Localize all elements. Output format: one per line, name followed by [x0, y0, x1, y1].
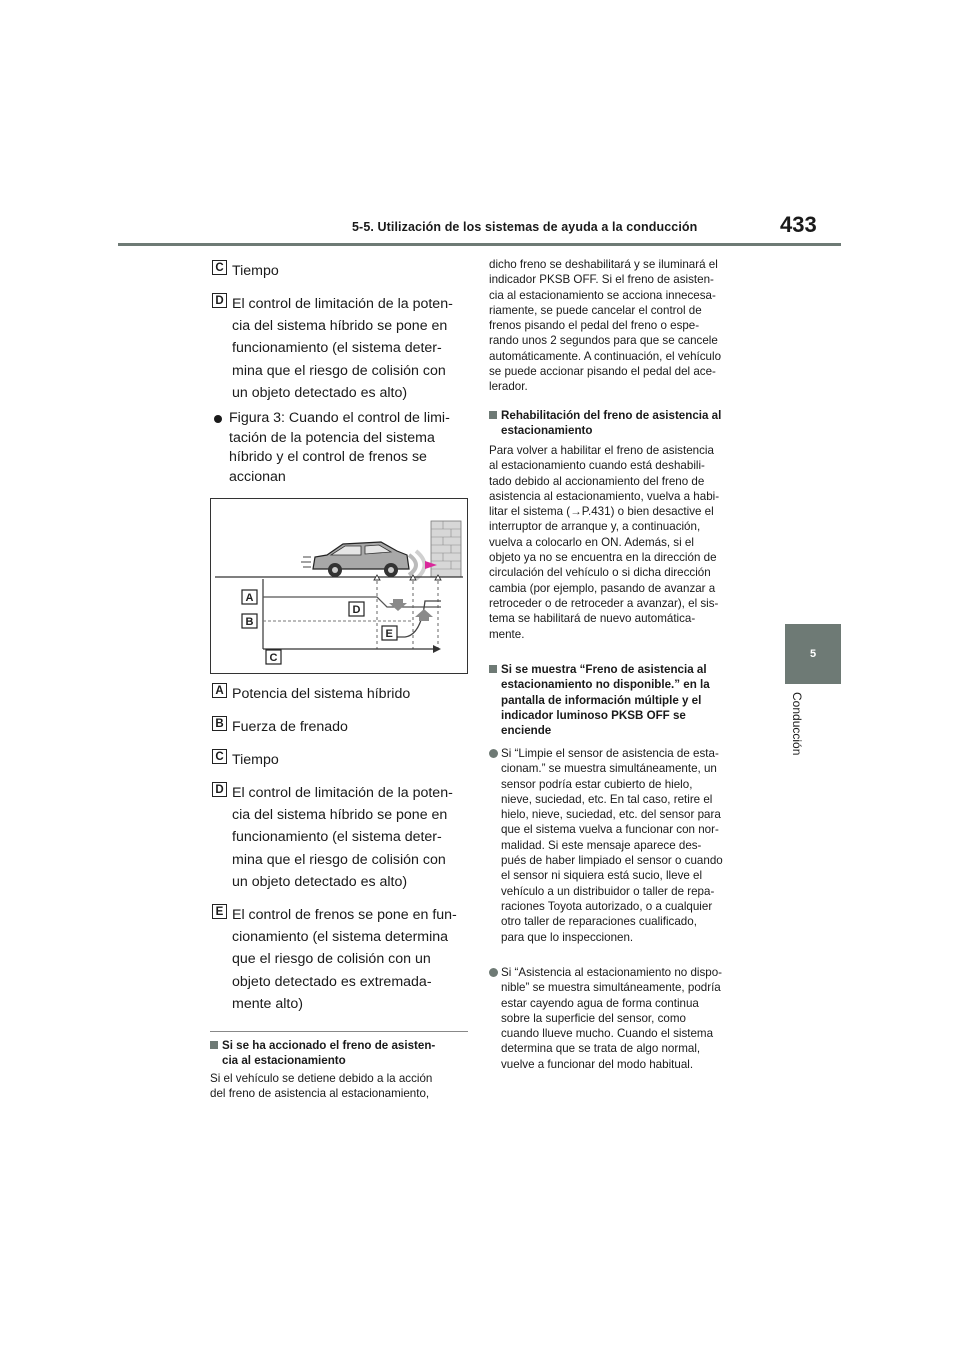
note-heading-parking-brake: Si se ha accionado el freno de asisten- cia al estacionamiento: [210, 1038, 470, 1069]
bullet-text: Figura 3: Cuando el control de limi- tación de la potencia del sistema híbrido y el control de frenos se accionan: [229, 410, 450, 485]
bullet-assist-unavailable: Si “Asistencia al estacionamiento no dispo- nible” se muestra simultáneamente, podría estar cayendo agua de forma continua sobre la superficie del sensor, como cuando llueve mucho. Cuando el sistema determina que se trata de algo normal, vuelve a funcionar del modo habitual.: [489, 965, 759, 1072]
fig-label-d: D: [352, 604, 361, 616]
bullet-clean-sensor: Si “Limpie el sensor de asistencia de esta- cionam.” se muestra simultáneamente, un sensor podría estar cubierto de hielo, nieve, suciedad, etc. En tal caso, retire el hielo, nieve, suciedad, etc. del sensor para que el sistema vuelva a funcionar con nor- malidad. Si este mensaje aparece des- pués de haber limpiado el sensor o cuando el sensor ni siquiera está sucio, lleve el vehículo a un distribuidor o taller de repa- raciones Toyota autorizado, o a cualquier otro taller de reparaciones cualificado, para que lo inspeccionen.: [489, 746, 759, 945]
x-axis-arrow: [433, 645, 441, 653]
item-text: El control de frenos se pone en fun- cionamiento (el sistema determina que el riesgo de colisión con un objeto detectado es extremada- mente alto): [232, 907, 457, 1012]
fig-label-c: C: [269, 652, 278, 664]
item-text: Tiempo: [232, 263, 279, 279]
round-bullet-icon: [489, 749, 498, 758]
note-separator: [210, 1031, 468, 1032]
header-rule: [118, 243, 841, 246]
heading-not-available: Si se muestra “Freno de asistencia al estacionamiento no disponible.” en la pantalla de información múltiple y el indicador luminoso PKSB OFF se enciende: [489, 662, 759, 738]
down-arrow-icon: [389, 599, 407, 611]
item-text: El control de limitación de la poten- cia del sistema híbrido se pone en funcionamiento (el sistema deter- mina que el riesgo de colisión con un objeto detectado es alto): [232, 296, 453, 401]
up-arrow-icon: [415, 609, 433, 621]
bullet-dot: [214, 415, 222, 423]
item-text: Fuerza de frenado: [232, 719, 348, 735]
legend-item-b: [212, 716, 467, 738]
item-text: El control de limitación de la poten- cia del sistema híbrido se pone en funcionamiento (el sistema deter- mina que el riesgo de colisión con un objeto detectado es alto): [232, 785, 453, 890]
list-item-d-top: [212, 293, 467, 404]
chapter-label: Conducción: [790, 692, 804, 756]
square-bullet-icon: [210, 1041, 218, 1049]
chapter-tab: [785, 624, 841, 684]
item-text: Tiempo: [232, 752, 279, 768]
label-box: A: [212, 683, 227, 698]
wall-icon: [431, 521, 461, 577]
section-title: 5-5. Utilización de los sistemas de ayuda a la conducción: [352, 220, 698, 234]
round-bullet-icon: [489, 968, 498, 977]
right-paragraph-1: dicho freno se deshabilitará y se iluminará el indicador PKSB OFF. Si el freno de asisten- cia al estacionamiento se acciona innecesa- riamente, se puede cancelar el control de frenos pisando el pedal del freno o espe- rando unos 2 segundos para que se cancele automáticamente. A continuación, el vehículo se puede accionar pisando el pedal del ace- lerador.: [489, 258, 722, 394]
square-bullet-icon: [489, 411, 497, 419]
list-item-c-top: [212, 260, 467, 282]
figure-3: [210, 498, 468, 674]
square-bullet-icon: [489, 665, 497, 673]
label-box: B: [212, 716, 227, 731]
note-text: Si el vehículo se detiene debido a la acción del freno de asistencia al estacionamiento,: [210, 1072, 433, 1101]
page-number: 433: [780, 212, 817, 237]
legend-item-d: [212, 782, 467, 893]
label-box: D: [212, 782, 227, 797]
item-text: Potencia del sistema híbrido: [232, 686, 411, 702]
legend-item-a: [212, 683, 467, 705]
label-box: D: [212, 293, 227, 308]
heading-rehabilitation: Rehabilitación del freno de asistencia al estacionamiento: [489, 408, 759, 439]
fig-label-e: E: [385, 628, 393, 640]
figure-3-illustration: [211, 499, 467, 673]
car-icon: [301, 542, 409, 577]
legend-item-c: [212, 749, 467, 771]
right-paragraph-2: Para volver a habilitar el freno de asistencia al estacionamiento cuando está deshabili- tado debido al accionamiento del freno de asistencia al estacionamiento, vuelva a habi- litar el sistema (→P.431) o bien desactive el interruptor de arranque y, a continuación, vuelva a colocarlo en ON. Además, si el objeto ya no se encuentra en la dirección de circulación del vehículo o si dicha dirección cambia (por ejemplo, pasando de avanzar a retroceder o de retroceder a avanzar), el sis- tema se habilitará de nuevo automática- mente.: [489, 444, 720, 641]
fig-label-a: A: [245, 592, 254, 604]
chapter-number: 5: [809, 648, 817, 660]
label-box: C: [212, 749, 227, 764]
label-box: E: [212, 904, 227, 919]
figure3-bullet: [214, 409, 469, 487]
label-box: C: [212, 260, 227, 275]
legend-item-e: [212, 904, 467, 1015]
fig-label-b: B: [245, 616, 254, 628]
